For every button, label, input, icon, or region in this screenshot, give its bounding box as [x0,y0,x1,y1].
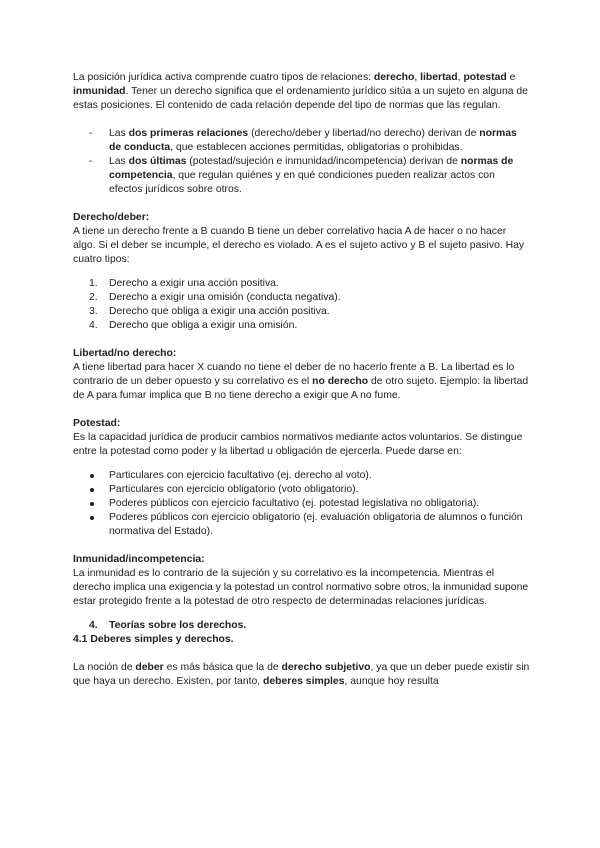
section-4-title [73,619,530,633]
paragraph-text: La noción de [73,662,136,673]
item-text: Particulares con ejercicio obligatorio (voto obligatorio). [109,484,359,495]
section-4-1-title: 4.1 Deberes simples y derechos. [73,634,234,645]
term-derecho: derecho [373,72,415,83]
item-bold: normas de conducta [109,128,517,153]
bullet-item [73,469,530,483]
numbered-item [73,319,530,333]
potestad-bullet-list [73,469,530,539]
number-marker: 4. [89,320,98,331]
intro-text: La posición jurídica activa comprende cuatro tipos de relaciones: [73,72,374,83]
derecho-deber-paragraph: A tiene un derecho frente a B cuando B tiene un deber correlativo hacia A de hacer o no hacer algo. Si el deber se incumple, el derecho es violado. A es el sujeto activo y B el sujeto pasivo. Hay cuatro tipos: [73,226,525,265]
term-libertad: libertad [420,72,458,83]
item-bold: dos primeras relaciones [128,128,249,139]
relations-dash-list [73,127,530,197]
item-text: Las [109,128,129,139]
dash-marker: - [89,128,93,139]
item-bold: dos últimas [128,156,187,167]
item-text: (potestad/sujeción e inmunidad/incompetencia) derivan de [186,156,461,167]
intro-text: . Tener un derecho significa que el ordenamiento jurídico sitúa a un sujeto en alguna de estas posiciones. El contenido de cada relación depende del tipo de normas que las regulan. [73,86,528,111]
section-number: 4. [89,620,98,631]
item-text: Derecho a exigir una acción positiva. [109,278,279,289]
dash-marker: - [89,156,93,167]
libertad-paragraph [73,361,530,403]
term-potestad: potestad [463,72,507,83]
term-inmunidad: inmunidad [73,86,126,97]
potestad-heading: Potestad: [73,418,121,429]
bullet-dot-icon [90,516,94,520]
item-text: Las [109,156,129,167]
section-title-text: Teorías sobre los derechos. [109,620,247,631]
term-deberes-simples: deberes simples [263,676,345,687]
number-marker: 1. [89,278,98,289]
bullet-dot-icon [90,502,94,506]
intro-text: , [414,72,421,83]
final-paragraph [73,661,530,689]
derecho-deber-heading: Derecho/deber: [73,212,150,223]
bullet-item [73,497,530,511]
term-derecho-subjetivo: derecho subjetivo [281,662,371,673]
intro-text: e [506,72,516,83]
paragraph-text: A tiene libertad para hacer X cuando no tiene el deber de no hacerlo frente a B. La libertad es lo contrario de un deber opuesto y su correlativo es el [73,362,515,387]
item-bold: normas de competencia [109,156,514,181]
potestad-paragraph: Es la capacidad jurídica de producir cambios normativos mediante actos voluntarios. Se distingue entre la potestad como poder y la libertad u obligación de ejercerla. Puede darse en: [73,432,523,457]
term-no-derecho: no derecho [312,376,369,387]
paragraph-text: , ya que un deber puede existir sin que haya un derecho. Existen, por tanto, [73,662,530,687]
bullet-dot-icon [90,488,94,492]
item-text: Particulares con ejercicio facultativo (ej. derecho al voto). [109,470,372,481]
item-text: , que regulan quiénes y en qué condiciones pueden realizar actos con efectos jurídicos sobre otros. [109,170,495,195]
item-text: , que establecen acciones permitidas, obligatorias o prohibidas. [170,142,463,153]
item-text: Derecho que obliga a exigir una omisión. [109,320,298,331]
bullet-dot-icon [90,474,94,478]
bullet-item [73,511,530,539]
paragraph-text: , aunque hoy resulta [344,676,439,687]
numbered-item [73,291,530,305]
intro-paragraph [73,71,530,113]
item-text: Derecho a exigir una omisión (conducta negativa). [109,292,341,303]
numbered-item [73,277,530,291]
paragraph-text: es más básica que la de [163,662,282,673]
numbered-item [73,305,530,319]
item-text: Poderes públicos con ejercicio obligatorio (ej. evaluación obligatoria de alumnos o función normativa del Estado). [109,512,523,537]
inmunidad-paragraph: La inmunidad es lo contrario de la sujeción y su correlativo es la incompetencia. Mientras el derecho implica una exigencia y la potestad un control normativo sobre otros, la inmunidad supone estar protegido frente a la potestad de otro respecto de determinadas relaciones jurídicas. [73,568,529,607]
item-text: Poderes públicos con ejercicio facultativo (ej. potestad legislativa no obligatoria). [109,498,480,509]
number-marker: 3. [89,306,98,317]
paragraph-text: de otro sujeto. Ejemplo: la libertad de A para fumar implica que B no tiene derecho a exigir que A no fume. [73,376,529,401]
inmunidad-heading: Inmunidad/incompetencia: [73,554,205,565]
number-marker: 2. [89,292,98,303]
term-deber: deber [135,662,164,673]
libertad-heading: Libertad/no derecho: [73,348,177,359]
item-text: Derecho que obliga a exigir una acción positiva. [109,306,330,317]
intro-text: , [457,72,464,83]
dash-list-item [73,155,530,197]
item-text: (derecho/deber y libertad/no derecho) derivan de [248,128,480,139]
derecho-types-list [73,277,530,333]
dash-list-item [73,127,530,155]
bullet-item [73,483,530,497]
